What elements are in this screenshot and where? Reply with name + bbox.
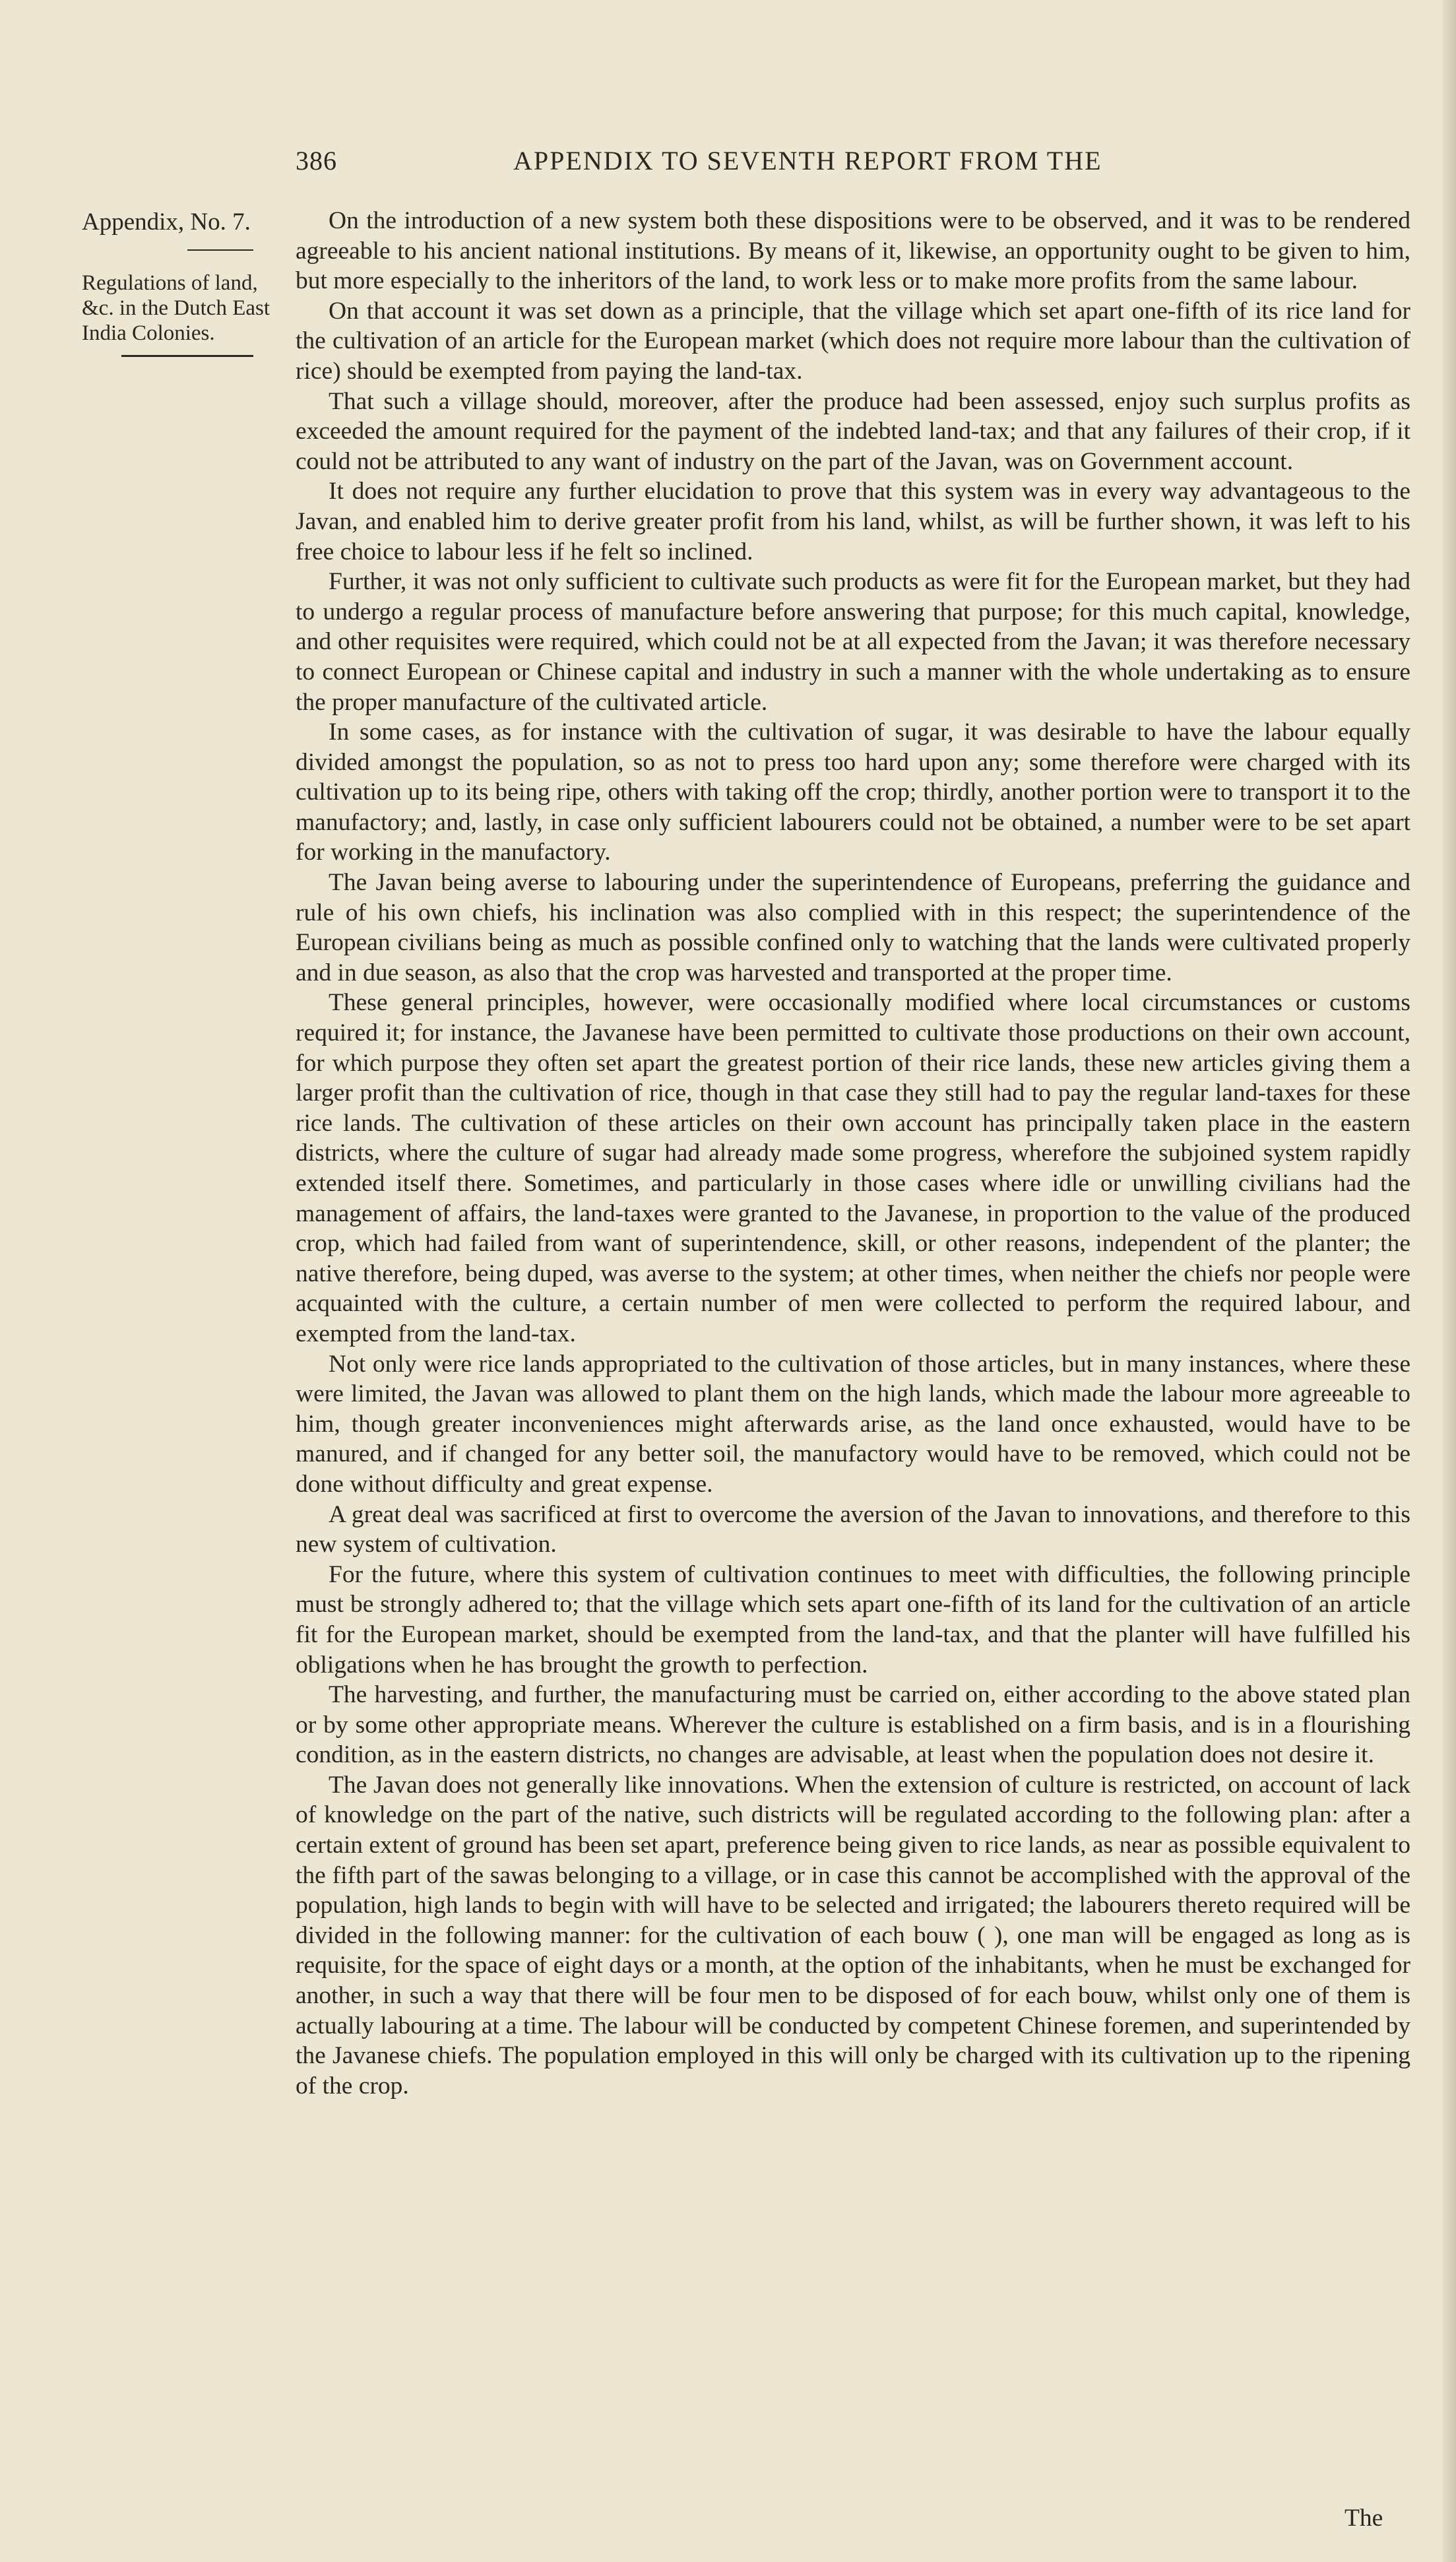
margin-topic: Regulations of land, &c. in the Dutch East India Colonies. xyxy=(82,271,270,345)
paragraph: The Javan does not generally like innovations. When the extension of culture is restricted, on account of lack of knowledge on the part of the native, such districts will be regulated according to the following plan: after a certain extent of ground has been set apart, preference being given to rice lands, as near as possible equivalent to the fifth part of the sawas belonging to a village, or in case this cannot be accomplished with the approval of the population, high lands to begin with will have to be selected and irrigated; the labourers thereto required will be divided in the following manner: for the cultivation of each bouw ( ), one man will be engaged as long as is requisite, for the space of eight days or a month, at the option of the inhabitants, when he must be exchanged for another, in such a way that there will be four men to be disposed of for each bouw, whilst only one of them is actually labouring at a time. The labour will be conducted by competent Chinese foremen, and superintended by the Javanese chiefs. The population employed in this will only be charged with its cultivation up to the ripening of the crop. xyxy=(296,1771,1410,2099)
margin-rule-short xyxy=(187,249,253,251)
paragraph: That such a village should, moreover, after the produce had been assessed, enjoy such surplus profits as exceeded the amount required for the payment of the indebted land-tax; and that any failures of their crop, if it could not be attributed to any want of industry on the part of the Javan, was on Government account. xyxy=(296,387,1410,475)
catchword: The xyxy=(1345,2505,1383,2532)
page-number: 386 xyxy=(296,146,337,176)
paragraph: Further, it was not only sufficient to cultivate such products as were fit for the European market, but they had to undergo a regular process of manufacture before answering that purpose; for this much capital, knowledge, and other requisites were required, which could not be at all expected from the Javan; it was therefore necessary to connect European or Chinese capital and industry in such a manner with the whole undertaking as to ensure the proper manufacture of the cultivated article. xyxy=(296,568,1410,716)
page-header xyxy=(296,145,1391,185)
paragraph: The harvesting, and further, the manufacturing must be carried on, either according to the above stated plan or by some other appropriate means. Wherever the culture is established on a firm basis, and is in a flourishing condition, as in the eastern districts, no changes are advisable, at least when the population does not desire it. xyxy=(296,1681,1410,1769)
paragraph: On that account it was set down as a principle, that the village which set apart one-fifth of its rice land for the cultivation of an article for the European market (which does not require more labour than the cultivation of rice) should be exempted from paying the land-tax. xyxy=(296,297,1410,385)
margin-note xyxy=(82,210,280,357)
margin-rule-long xyxy=(121,355,253,357)
body-text xyxy=(296,206,1410,2101)
paragraph: Not only were rice lands appropriated to the cultivation of those articles, but in many instances, where these were limited, the Javan was allowed to plant them on the high lands, which made the labour more agreeable to him, though greater inconveniences might afterwards arise, as the land once exhausted, would have to be manured, and if changed for any better soil, the manufactory would have to be removed, which could not be done without difficulty and great expense. xyxy=(296,1350,1410,1498)
appendix-reference: Appendix, No. 7. xyxy=(82,208,251,236)
paragraph: These general principles, however, were occasionally modified where local circumstances or customs required it; for instance, the Javanese have been permitted to cultivate those productions on their own account, for which purpose they often set apart the greatest portion of their rice lands, these new articles giving them a larger profit than the cultivation of rice, though in that case they still had to pay the regular land-taxes for these rice lands. The cultivation of these articles on their own account has principally taken place in the eastern districts, where the culture of sugar had already made some progress, wherefore the subjoined system rapidly extended itself there. Sometimes, and particularly in those cases where idle or unwilling civilians had the management of affairs, the land-taxes were granted to the Javanese, in proportion to the value of the produced crop, which had failed from want of superintendence, skill, or other reasons, independent of the planter; the native therefore, being duped, was averse to the system; at other times, when neither the chiefs nor people were acquainted with the culture, a certain number of men were collected to perform the required labour, and exempted from the land-tax. xyxy=(296,989,1410,1347)
paragraph: It does not require any further elucidation to prove that this system was in every way advantageous to the Javan, and enabled him to derive greater profit from his land, whilst, as will be further shown, it was left to his free choice to labour less if he felt so inclined. xyxy=(296,478,1410,565)
paragraph: In some cases, as for instance with the cultivation of sugar, it was desirable to have the labour equally divided amongst the population, so as not to press too hard upon any; some therefore were charged with its cultivation up to its being ripe, others with taking off the crop; thirdly, another portion were to transport it to the manufactory; and, lastly, in case only sufficient labourers could not be obtained, a number were to be set apart for working in the manufactory. xyxy=(296,719,1410,866)
running-title: APPENDIX TO SEVENTH REPORT FROM THE xyxy=(513,146,1102,176)
paragraph: The Javan being averse to labouring under the superintendence of Europeans, preferring the guidance and rule of his own chiefs, his inclination was also complied with in this respect; the superintendence of the European civilians being as much as possible confined only to watching that the lands were cultivated properly and in due season, as also that the crop was harvested and transported at the proper time. xyxy=(296,869,1410,986)
page-edge xyxy=(1443,0,1456,2562)
paragraph: For the future, where this system of cultivation continues to meet with difficulties, the following principle must be strongly adhered to; that the village which sets apart one-fifth of its land for the cultivation of an article fit for the European market, should be exempted from the land-tax, and that the planter will have fulfilled his obligations when he has brought the growth to perfection. xyxy=(296,1560,1410,1679)
paragraph: A great deal was sacrificed at first to overcome the aversion of the Javan to innovations, and therefore to this new system of cultivation. xyxy=(296,1500,1410,1558)
paragraph: On the introduction of a new system both these dispositions were to be observed, and it was to be rendered agreeable to his ancient national institutions. By means of it, likewise, an opportunity ought to be given to him, but more especially to the inheritors of the land, to work less or to make more profits from the same labour. xyxy=(296,207,1410,295)
